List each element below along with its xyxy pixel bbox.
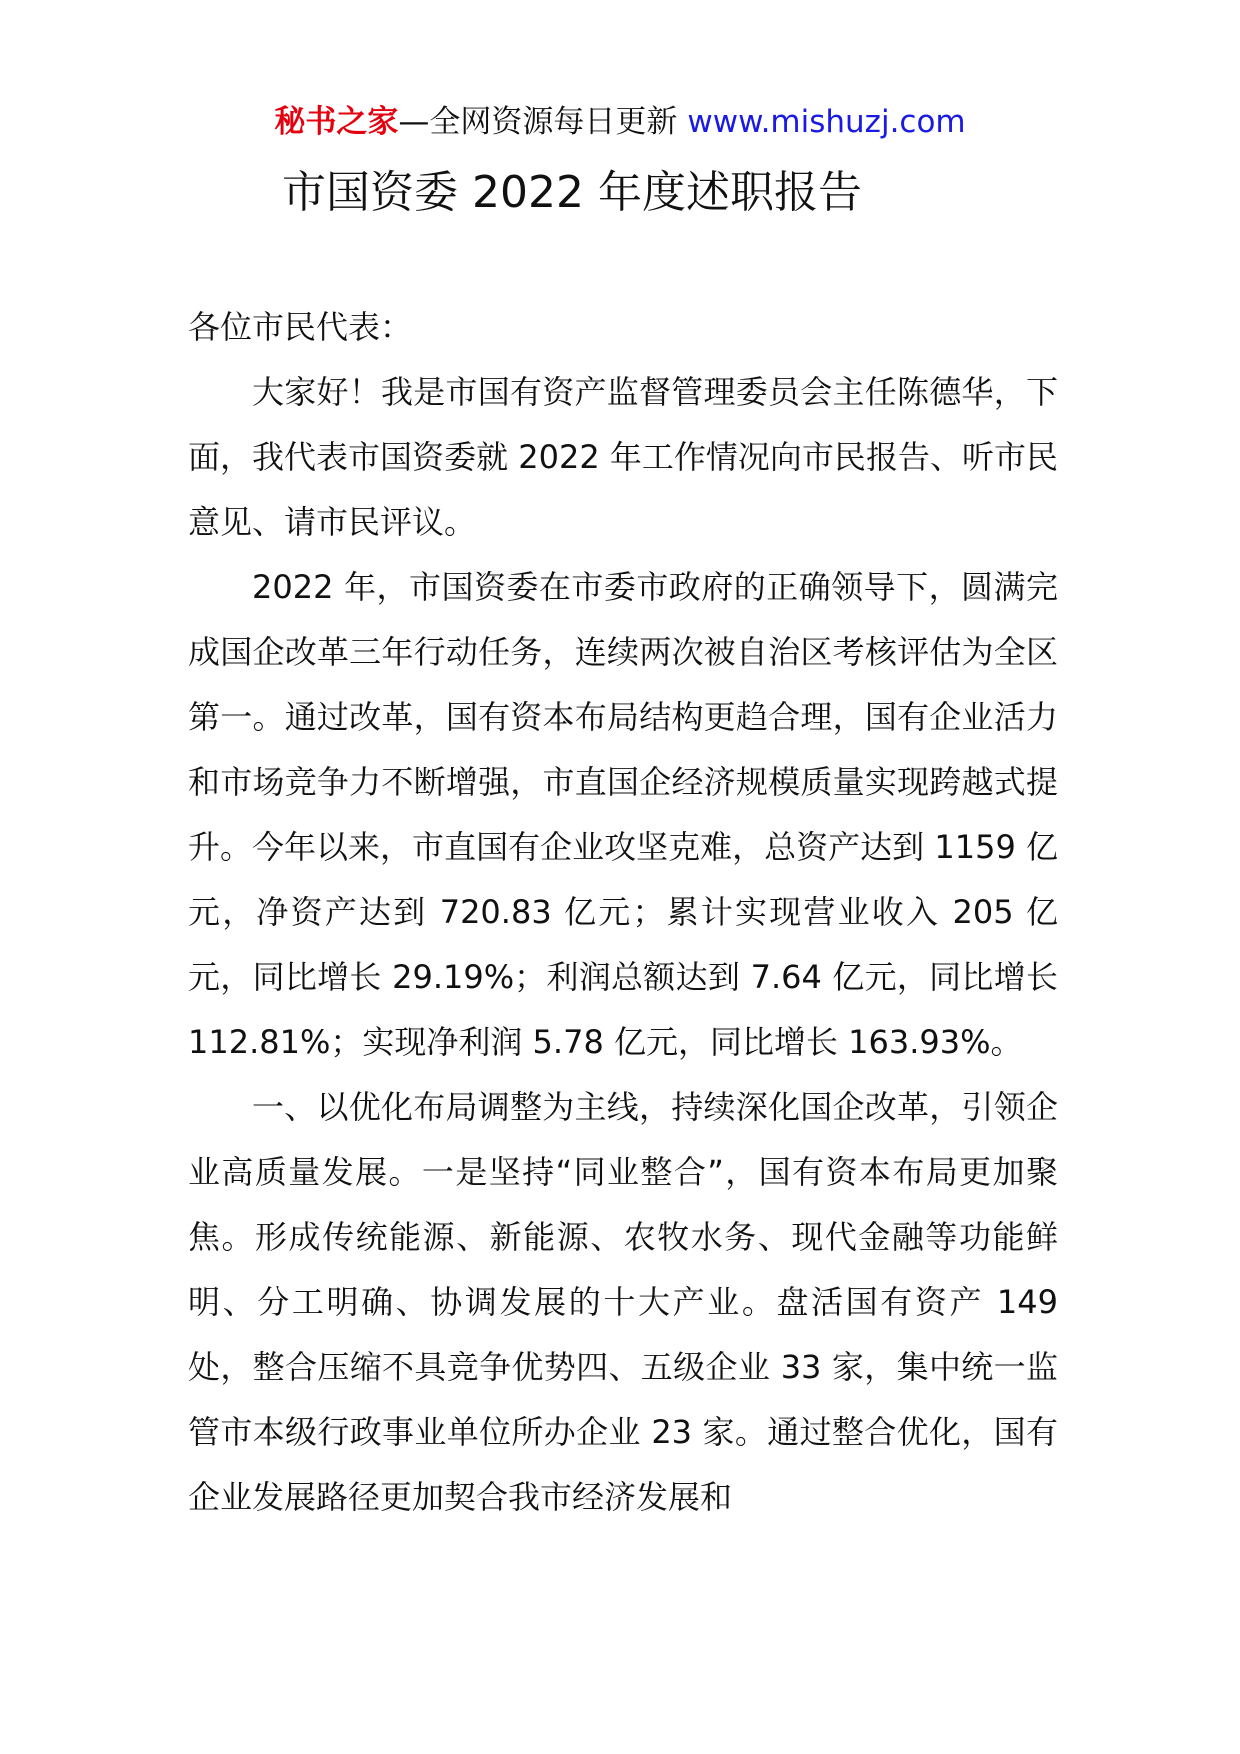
document-title: 市国资委 2022 年度述职报告 — [282, 167, 862, 218]
salutation: 各位市民代表： — [188, 308, 413, 346]
brand-name: 秘书之家 — [274, 104, 399, 140]
paragraph-1: 大家好！我是市国有资产监督管理委员会主任陈德华，下面，我代表市国资委就 2022 年工作情况向市民报告、听市民意见、请市民评议。 — [188, 373, 1058, 541]
site-header — [0, 100, 1240, 144]
header-tagline: —全网资源每日更新 — [398, 104, 678, 140]
paragraph-3: 一、以优化布局调整为主线，持续深化国企改革，引领企业高质量发展。一是坚持“同业整合”，国有资本布局更加聚焦。形成传统能源、新能源、农牧水务、现代金融等功能鲜明、分工明确、协调发展的十大产业。盘活国有资产 149 处，整合压缩不具竞争优势四、五级企业 33 家，集中统一监管市本级行政事业单位所办企业 23 家。通过整合优化，国有企业发展路径更加契合我市经济发展和 — [188, 1088, 1058, 1516]
paragraph-2: 2022 年，市国资委在市委市政府的正确领导下，圆满完成国企改革三年行动任务，连续两次被自治区考核评估为全区第一。通过改革，国有资本布局结构更趋合理，国有企业活力和市场竞争力不断增强，市直国企经济规模质量实现跨越式提升。今年以来，市直国有企业攻坚克难，总资产达到 1159 亿元，净资产达到 720.83 亿元；累计实现营业收入 205 亿元，同比增长 29.19%；利润总额达到 7.64 亿元，同比增长 112.81%；实现净利润 5.78 亿元，同比增长 163.93%。 — [188, 568, 1058, 1061]
site-url-link[interactable]: www.mishuzj.com — [687, 104, 966, 140]
document-body — [188, 295, 1058, 1530]
